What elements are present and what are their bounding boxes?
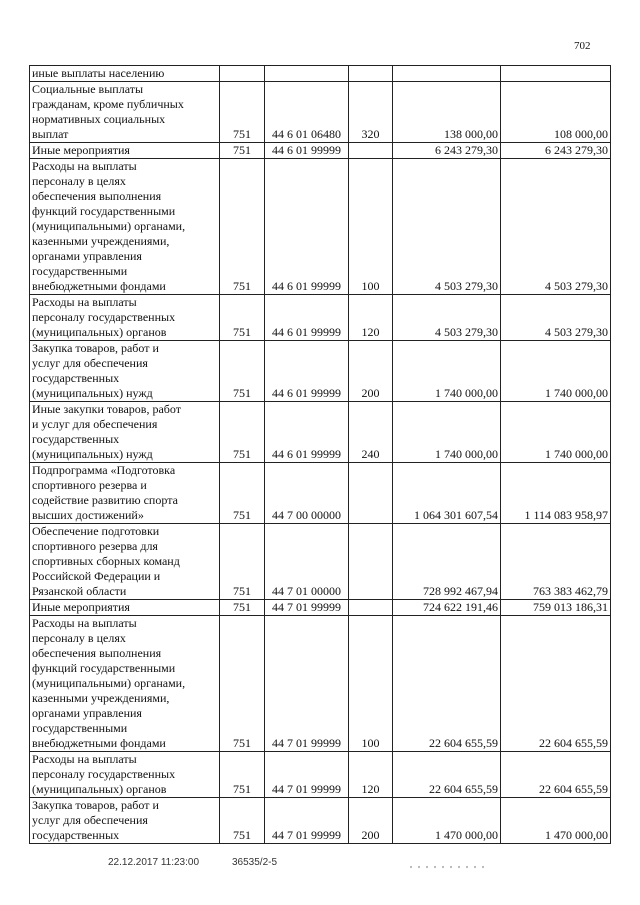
row-ved: 751	[220, 402, 265, 463]
row-ved: 751	[220, 600, 265, 616]
row-vr	[349, 143, 393, 159]
table-row	[30, 600, 611, 616]
row-csr: 44 7 00 00000	[265, 463, 349, 524]
row-ved: 751	[220, 341, 265, 402]
row-ved	[220, 66, 265, 82]
row-csr: 44 6 01 06480	[265, 82, 349, 143]
row-vr: 100	[349, 616, 393, 752]
table-row	[30, 82, 611, 143]
row-name: Иные мероприятия	[30, 600, 220, 616]
row-sum-2019: 22 604 655,59	[501, 616, 611, 752]
table-row	[30, 341, 611, 402]
row-vr: 200	[349, 341, 393, 402]
row-ved: 751	[220, 524, 265, 600]
row-vr: 100	[349, 159, 393, 295]
row-ved: 751	[220, 82, 265, 143]
table-row	[30, 463, 611, 524]
row-vr: 200	[349, 798, 393, 844]
row-csr: 44 6 01 99999	[265, 159, 349, 295]
table-row	[30, 402, 611, 463]
row-csr: 44 6 01 99999	[265, 341, 349, 402]
row-sum-2019: 4 503 279,30	[501, 295, 611, 341]
row-sum-2019: 1 740 000,00	[501, 402, 611, 463]
row-vr	[349, 66, 393, 82]
row-sum-2019: 6 243 279,30	[501, 143, 611, 159]
row-csr: 44 7 01 99999	[265, 752, 349, 798]
row-ved: 751	[220, 752, 265, 798]
page-number: 702	[574, 40, 591, 52]
table-row	[30, 295, 611, 341]
row-name: Обеспечение подготовки спортивного резерва для спортивных сборных команд Российской Федерации и Рязанской области	[30, 524, 220, 600]
table-row	[30, 752, 611, 798]
table-row	[30, 159, 611, 295]
row-vr	[349, 463, 393, 524]
row-sum-2019: 1 740 000,00	[501, 341, 611, 402]
row-sum-2019	[501, 66, 611, 82]
row-vr	[349, 524, 393, 600]
row-ved: 751	[220, 616, 265, 752]
row-name: Расходы на выплаты персоналу в целях обеспечения выполнения функций государственными (муниципальными) органами, казенными учреждениями, органами управления государственными внебюджетными фондами	[30, 616, 220, 752]
row-sum-2018: 22 604 655,59	[393, 752, 501, 798]
row-csr: 44 7 01 99999	[265, 616, 349, 752]
row-ved: 751	[220, 295, 265, 341]
row-sum-2019: 1 114 083 958,97	[501, 463, 611, 524]
row-sum-2019: 1 470 000,00	[501, 798, 611, 844]
table-row	[30, 143, 611, 159]
row-vr: 240	[349, 402, 393, 463]
row-sum-2018: 138 000,00	[393, 82, 501, 143]
row-csr: 44 6 01 99999	[265, 402, 349, 463]
scan-artifact	[410, 858, 505, 872]
row-name: Закупка товаров, работ и услуг для обеспечения государственных (муниципальных) нужд	[30, 341, 220, 402]
row-name: иные выплаты населению	[30, 66, 220, 82]
row-name: Расходы на выплаты персоналу в целях обеспечения выполнения функций государственными (муниципальными) органами, казенными учреждениями, органами управления государственными внебюджетными фондами	[30, 159, 220, 295]
row-sum-2018: 724 622 191,46	[393, 600, 501, 616]
row-sum-2018: 4 503 279,30	[393, 295, 501, 341]
row-csr	[265, 66, 349, 82]
row-csr: 44 7 01 99999	[265, 798, 349, 844]
row-name: Иные закупки товаров, работ и услуг для обеспечения государственных (муниципальных) нужд	[30, 402, 220, 463]
row-ved: 751	[220, 159, 265, 295]
row-name: Социальные выплаты гражданам, кроме публичных нормативных социальных выплат	[30, 82, 220, 143]
row-csr: 44 7 01 00000	[265, 524, 349, 600]
row-sum-2018	[393, 66, 501, 82]
row-sum-2018: 6 243 279,30	[393, 143, 501, 159]
row-sum-2019: 759 013 186,31	[501, 600, 611, 616]
row-name: Закупка товаров, работ и услуг для обеспечения государственных	[30, 798, 220, 844]
row-sum-2018: 4 503 279,30	[393, 159, 501, 295]
row-csr: 44 6 01 99999	[265, 143, 349, 159]
row-name: Подпрограмма «Подготовка спортивного резерва и содействие развитию спорта высших достижений»	[30, 463, 220, 524]
row-sum-2018: 1 740 000,00	[393, 402, 501, 463]
row-csr: 44 6 01 99999	[265, 295, 349, 341]
row-sum-2018: 728 992 467,94	[393, 524, 501, 600]
table-row	[30, 616, 611, 752]
row-sum-2019: 763 383 462,79	[501, 524, 611, 600]
row-sum-2019: 108 000,00	[501, 82, 611, 143]
table-row	[30, 524, 611, 600]
row-ved: 751	[220, 798, 265, 844]
budget-table	[29, 65, 611, 844]
table-row	[30, 66, 611, 82]
row-sum-2018: 1 740 000,00	[393, 341, 501, 402]
row-sum-2018: 1 064 301 607,54	[393, 463, 501, 524]
table-row	[30, 798, 611, 844]
row-sum-2018: 22 604 655,59	[393, 616, 501, 752]
row-vr: 120	[349, 295, 393, 341]
row-sum-2019: 4 503 279,30	[501, 159, 611, 295]
row-sum-2018: 1 470 000,00	[393, 798, 501, 844]
print-timestamp: 22.12.2017 11:23:00	[108, 857, 200, 868]
row-vr: 320	[349, 82, 393, 143]
row-name: Расходы на выплаты персоналу государственных (муниципальных) органов	[30, 295, 220, 341]
row-name: Расходы на выплаты персоналу государственных (муниципальных) органов	[30, 752, 220, 798]
row-ved: 751	[220, 463, 265, 524]
row-sum-2019: 22 604 655,59	[501, 752, 611, 798]
document-id: 36535/2-5	[232, 857, 278, 868]
row-vr: 120	[349, 752, 393, 798]
row-csr: 44 7 01 99999	[265, 600, 349, 616]
row-ved: 751	[220, 143, 265, 159]
row-name: Иные мероприятия	[30, 143, 220, 159]
row-vr	[349, 600, 393, 616]
